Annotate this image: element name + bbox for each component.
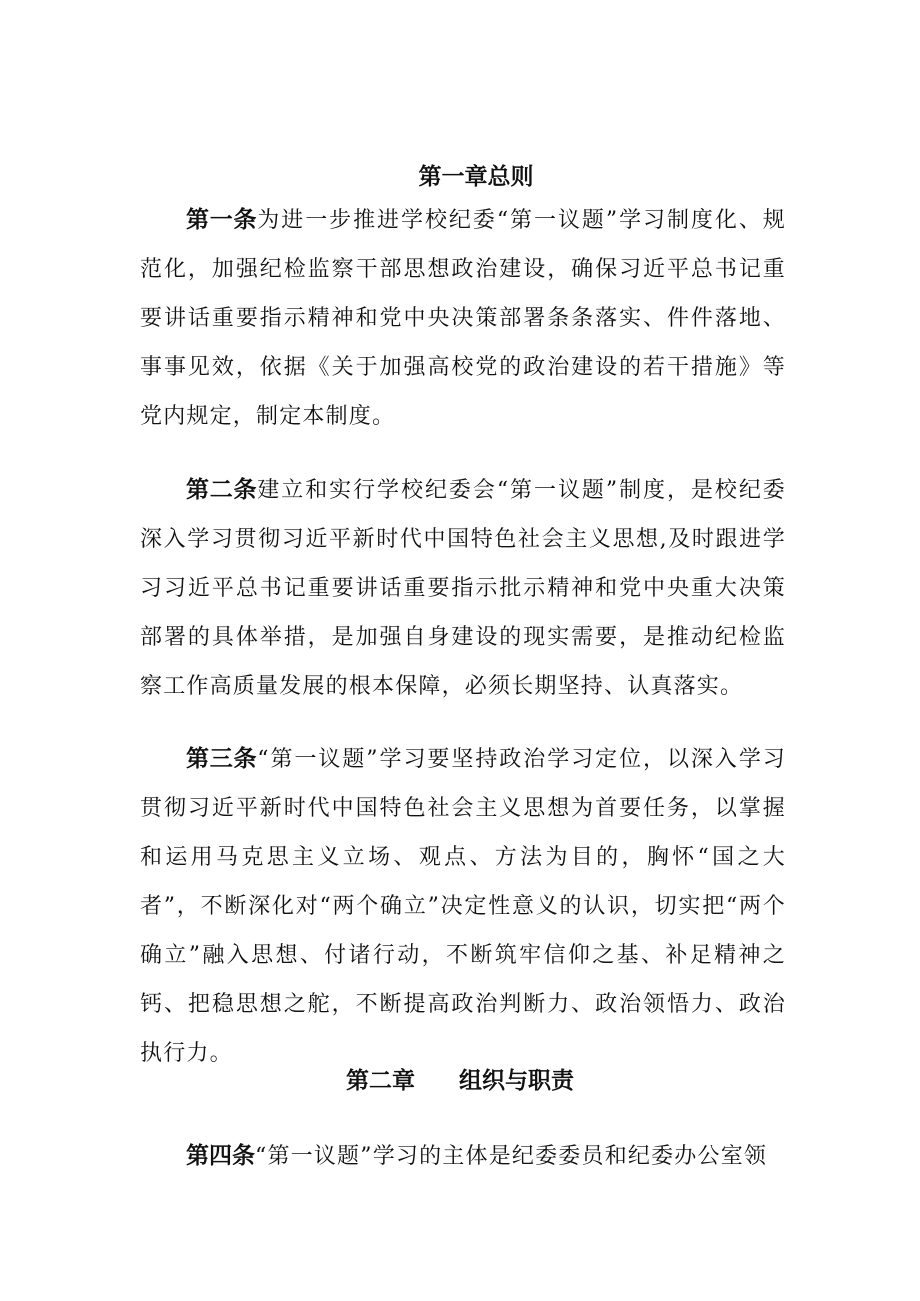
article-1-text: 为进一步推进学校纪委“第一议题”学习制度化、规范化，加强纪检监察干部思想政治建设，确保习近平总书记重要讲话重要指示精神和党中央决策部署条条落实、件件落地、事事见效，依据《关于加强高校党的政治建设的若干措施》等党内规定，制定本制度。 — [140, 208, 787, 429]
article-2-label: 第二条 — [186, 477, 258, 503]
article-3 — [140, 735, 786, 1078]
article-4-label: 第四条 — [186, 1143, 255, 1169]
article-2 — [140, 466, 786, 711]
article-1 — [140, 196, 786, 441]
chapter-2-name: 组织与职责 — [459, 1068, 574, 1094]
chapter-2-number: 第二章 — [346, 1068, 415, 1094]
chapter-1-title-text: 第一章总则 — [418, 164, 534, 190]
article-4 — [140, 1132, 786, 1181]
chapter-2-title — [0, 1066, 920, 1096]
article-2-text: 建立和实行学校纪委会“第一议题”制度，是校纪委深入学习贯彻习近平新时代中国特色社会主义思想,及时跟进学习习近平总书记重要讲话重要指示批示精神和党中央重大决策部署的具体举措，是加强自身建设的现实需要，是推动纪检监察工作高质量发展的根本保障，必须长期坚持、认真落实。 — [140, 478, 787, 699]
article-3-text: “第一议题”学习要坚持政治学习定位，以深入学习贯彻习近平新时代中国特色社会主义思想为首要任务，以掌握和运用马克思主义立场、观点、方法为目的，胸怀“国之大者”，不断深化对“两个确立”决定性意义的认识，切实把“两个确立”融入思想、付诸行动，不断筑牢信仰之基、补足精神之钙、把稳思想之舵，不断提高政治判断力、政治领悟力、政治执行力。 — [140, 747, 787, 1066]
article-3-label: 第三条 — [186, 746, 258, 772]
article-1-label: 第一条 — [186, 207, 258, 233]
article-4-text: “第一议题”学习的主体是纪委委员和纪委办公室领 — [255, 1144, 768, 1169]
